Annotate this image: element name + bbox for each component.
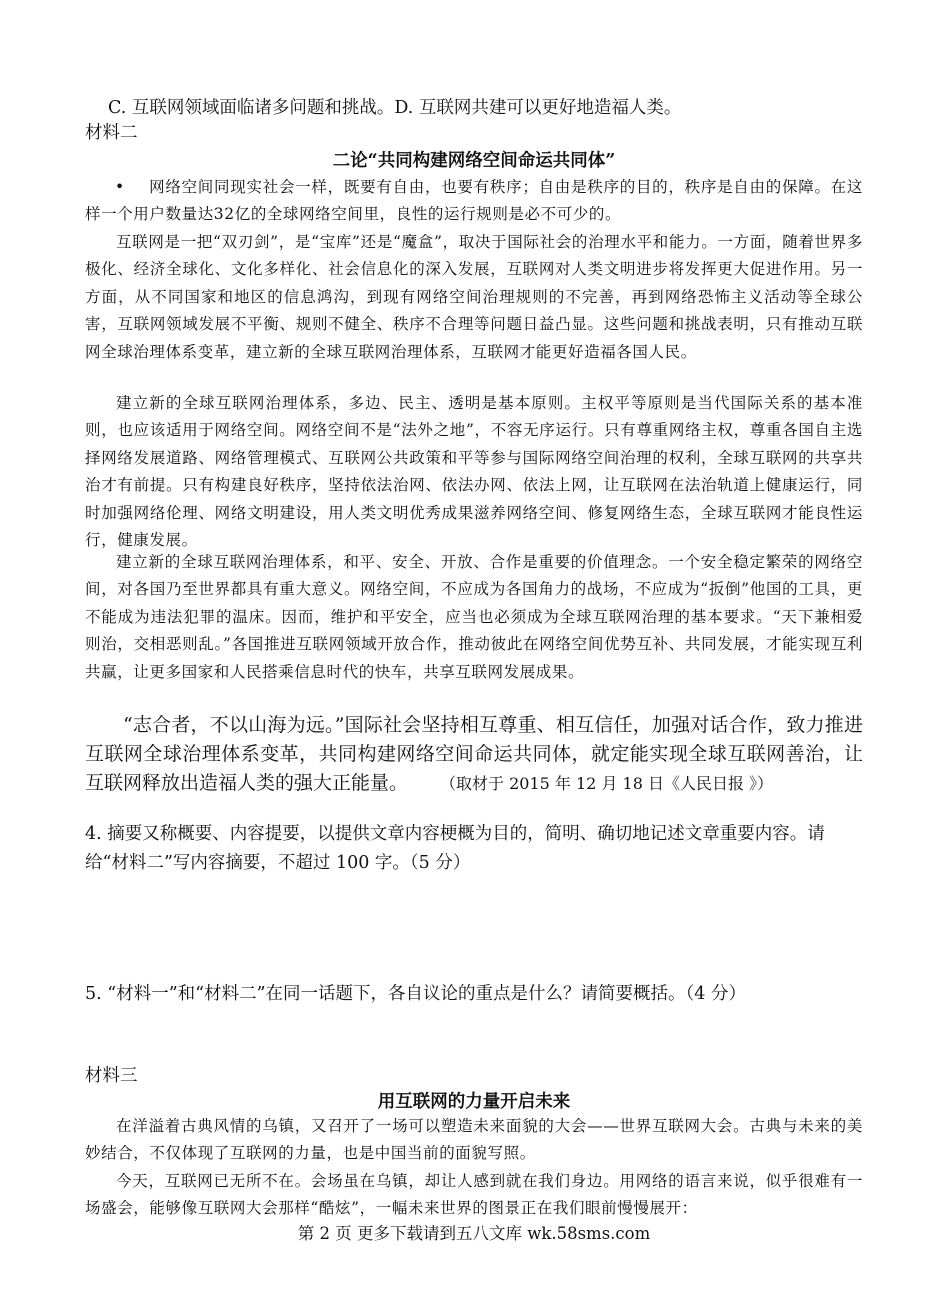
material-two-paragraph-3: 建立新的全球互联网治理体系，多边、民主、透明是基本原则。主权平等原则是当代国际关系的基本准则，也应该适用于网络空间。网络空间不是“法外之地”，不容无序运行。只有尊重网络主权，尊重各国自主选择网络发展道路、网络管理模式、互联网公共政策和平等参与国际网络空间治理的权利，全球互联网的共享共治才有前提。只有构建良好秩序，坚持依法治网、依法办网、依法上网，让互联网在法治轨道上健康运行，同时加强网络伦理、网络文明建设，用人类文明优秀成果滋养网络空间、修复网络生态，全球互联网才能良性运行，健康发展。 xyxy=(85,394,863,550)
material-two-paragraph-2: 互联网是一把“双刃剑”，是“宝库”还是“魔盒”，取决于国际社会的治理水平和能力。一方面，随着世界多极化、经济全球化、文化多样化、社会信息化的深入发展，互联网对人类文明进步将发挥更大促进作用。另一方面，从不同国家和地区的信息鸿沟，到现有网络空间治理规则的不完善，再到网络恐怖主义活动等全球公害，互联网领域发展不平衡、规则不健全、秩序不合理等问题日益凸显。这些问题和挑战表明，只有推动互联网全球治理体系变革，建立新的全球互联网治理体系，互联网才能更好造福各国人民。 xyxy=(85,233,863,361)
material-three-paragraph-2: 今天，互联网已无所不在。会场虽在乌镇，却让人感到就在我们身边。用网络的语言来说，似乎很难有一场盛会，能够像互联网大会那样“酷炫”，一幅未来世界的图景正在我们眼前慢慢展开： xyxy=(85,1172,863,1218)
material-two-paragraph-5 xyxy=(85,711,863,798)
paragraph-5-text: “志合者，不以山海为远。”国际社会坚持相互尊重、相互信任，加强对话合作，致力推进互联网全球治理体系变革，共同构建网络空间命运共同体，就定能实现全球互联网善治，让互联网释放出造福人类的强大正能量。 xyxy=(85,714,863,794)
material-three-title: 用互联网的力量开启未来 xyxy=(377,1092,571,1112)
material-two-paragraph-4: 建立新的全球互联网治理体系，和平、安全、开放、合作是重要的价值理念。一个安全稳定繁荣的网络空间，对各国乃至世界都具有重大意义。网络空间，不应成为各国角力的战场，不应成为“扳倒”他国的工具，更不能成为违法犯罪的温床。因而，维护和平安全，应当也必须成为全球互联网治理的基本要求。“天下兼相爱则治，交相恶则乱。”各国推进互联网领域开放合作，推动彼此在网络空间优势互补、共同发展，才能实现互利共赢，让更多国家和人民搭乘信息时代的快车，共享互联网发展成果。 xyxy=(85,553,863,681)
paragraph-1-text: 网络空间同现实社会一样，既要有自由，也要有秩序；自由是秩序的目的，秩序是自由的保障。在这样一个用户数量达32亿的全球网络空间里，良性的运行规则是必不可少的。 xyxy=(85,178,863,224)
material-two-label: 材料二 xyxy=(85,123,138,143)
source-citation: （取材于 2015 年 12 月 18 日《人民日报 》） xyxy=(448,774,774,793)
bullet-icon: • xyxy=(115,178,125,196)
question-5: 5. “材料一”和“材料二”在同一话题下，各自议论的重点是什么？请简要概括。（4 分） xyxy=(85,984,746,1004)
answer-options-cd: C. 互联网领域面临诸多问题和挑战。D. 互联网共建可以更好地造福人类。 xyxy=(108,98,682,118)
material-three-paragraph-1: 在洋溢着古典风情的乌镇，又召开了一场可以塑造未来面貌的大会——世界互联网大会。古典与未来的美妙结合，不仅体现了互联网的力量，也是中国当前的面貌写照。 xyxy=(85,1117,863,1163)
material-two-title: 二论“共同构建网络空间命运共同体” xyxy=(332,151,616,171)
page-footer: 第 2 页 更多下载请到五八文库 wk.58sms.com xyxy=(297,1224,651,1243)
question-4: 4. 摘要又称概要、内容提要，以提供文章内容梗概为目的，简明、确切地记述文章重要内容。请给“材料二”写内容摘要，不超过 100 字。（5 分） xyxy=(85,824,825,873)
material-three-label: 材料三 xyxy=(85,1066,138,1086)
material-two-paragraph-1 xyxy=(85,174,863,229)
